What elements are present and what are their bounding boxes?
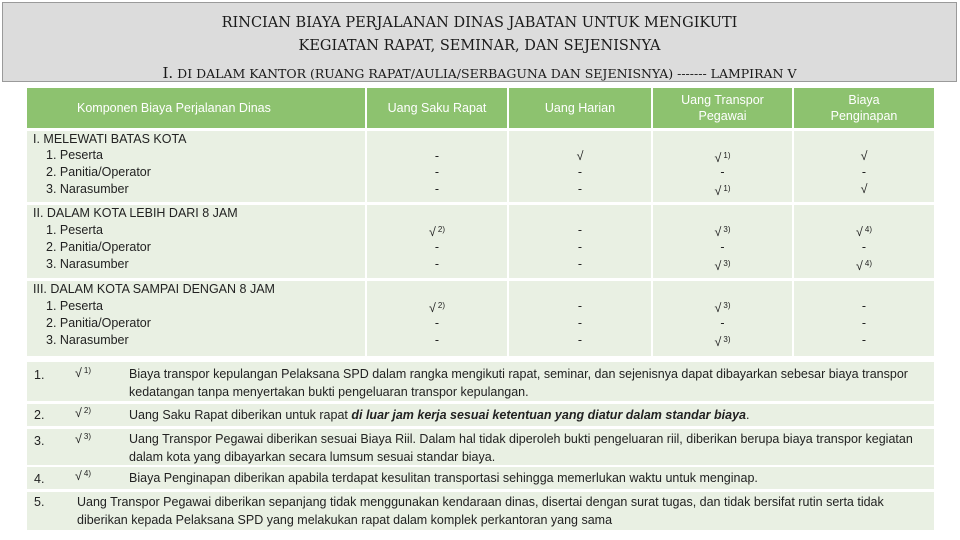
cell-transpor: √ $^{3)}$ - √ $^{3)}$ — [652, 280, 793, 356]
cell-uang-saku: - - - — [366, 129, 508, 204]
row-item: 1. Peserta — [46, 223, 103, 238]
title-section-number: I. — [162, 64, 174, 82]
table-header-row — [27, 88, 934, 129]
cell-uang-harian: - - - — [508, 204, 652, 280]
header-komponen: Komponen Biaya Perjalanan Dinas — [27, 88, 366, 129]
section-title: II. DALAM KOTA LEBIH DARI 8 JAM — [33, 206, 238, 221]
row-item: 2. Panitia/Operator — [46, 165, 151, 180]
title-line-3 — [3, 64, 956, 82]
check-icon: √ $^{2)}$ — [75, 406, 91, 420]
table-row — [27, 280, 934, 356]
row-item: 3. Narasumber — [46, 181, 129, 196]
footnote-row — [27, 467, 934, 489]
header-biaya-penginapan — [793, 88, 934, 129]
section-title: I. MELEWATI BATAS KOTA — [33, 131, 187, 146]
table-row — [27, 129, 934, 204]
cell-penginapan: √ $^{4)}$ - √ $^{4)}$ — [793, 204, 934, 280]
check-icon: √ $^{4)}$ — [75, 469, 91, 483]
check-icon: √ $^{3)}$ — [75, 432, 91, 446]
cost-component-table — [27, 88, 934, 356]
footnote-text: Uang Saku Rapat diberikan untuk rapat di luar jam kerja sesuai ketentuan yang diatur dalam standar biaya. — [129, 408, 750, 422]
header-uang-transpor — [652, 88, 793, 129]
cell-transpor: √ $^{1)}$ - √ $^{1)}$ — [652, 129, 793, 204]
row-item: 3. Narasumber — [46, 256, 129, 271]
document-title — [2, 2, 957, 82]
footnote-text: Uang Transpor Pegawai diberikan sesuai Biaya Riil. Dalam hal tidak diperoleh bukti pengeluaran riil, diberikan berupa biaya transpor kegiatan dalam kota yang dibayarkan secara lumsum sesuai standar biaya. — [129, 432, 913, 464]
footnote-number: 3. — [34, 434, 45, 448]
cell-penginapan: - - - — [793, 280, 934, 356]
footnote-number: 2. — [34, 408, 45, 422]
footnote-text: Biaya Penginapan diberikan apabila terdapat kesulitan transportasi sehingga memerlukan waktu untuk menginap. — [129, 471, 758, 485]
row-item: 2. Panitia/Operator — [46, 316, 151, 331]
cell-uang-harian: √ - - — [508, 129, 652, 204]
table-row — [27, 204, 934, 280]
title-line-2: KEGIATAN RAPAT, SEMINAR, DAN SEJENISNYA — [298, 38, 661, 54]
header-uang-saku: Uang Saku Rapat — [366, 88, 508, 129]
footnote-row — [27, 362, 934, 401]
cell-uang-saku: √ $^{2)}$ - - — [366, 280, 508, 356]
footnote-row — [27, 492, 934, 530]
cell-uang-harian: - - - — [508, 280, 652, 356]
header-penginapan-line2: Penginapan — [830, 108, 898, 123]
row-label — [27, 129, 366, 204]
footnote-number: 5. — [34, 495, 45, 509]
section-title: III. DALAM KOTA SAMPAI DENGAN 8 JAM — [33, 282, 275, 297]
cell-penginapan: √ - √ — [793, 129, 934, 204]
footnote-row — [27, 404, 934, 426]
title-line-1: RINCIAN BIAYA PERJALANAN DINAS JABATAN UNTUK MENGIKUTI — [221, 15, 738, 31]
footnote-row — [27, 429, 934, 465]
header-transpor-line2: Pegawai — [698, 108, 747, 123]
header-penginapan-line1: Biaya — [848, 92, 880, 107]
row-item: 2. Panitia/Operator — [46, 240, 151, 255]
title-section-text: DI DALAM KANTOR (RUANG RAPAT/AULIA/SERBAGUNA DAN SEJENISNYA) ------- LAMPIRAN V — [177, 66, 797, 81]
row-item: 3. Narasumber — [46, 332, 129, 347]
row-item: 1. Peserta — [46, 148, 103, 163]
footnote-text: Uang Transpor Pegawai diberikan sepanjang tidak menggunakan kendaraan dinas, disertai dengan surat tugas, dan tidak bersifat rutin serta tidak diberikan kepada Pelaksana SPD yang melakukan rapat dalam komplek perkantoran yang sama — [77, 495, 884, 527]
row-label — [27, 204, 366, 280]
row-label — [27, 280, 366, 356]
footnote-number: 1. — [34, 368, 45, 382]
cell-uang-saku: √ $^{2)}$ - - — [366, 204, 508, 280]
footnote-number: 4. — [34, 472, 45, 486]
check-icon: √ $^{1)}$ — [75, 366, 91, 380]
cell-transpor: √ $^{3)}$ - √ $^{3)}$ — [652, 204, 793, 280]
row-item: 1. Peserta — [46, 299, 103, 314]
header-uang-harian: Uang Harian — [508, 88, 652, 129]
footnote-text: Biaya transpor kepulangan Pelaksana SPD dalam rangka mengikuti rapat, seminar, dan sejenisnya dapat dibayarkan sebesar biaya transpor kedatangan tanpa menyertakan bukti pengeluaran transpor kepulangan. — [129, 367, 908, 399]
header-transpor-line1: Uang Transpor — [681, 92, 764, 107]
